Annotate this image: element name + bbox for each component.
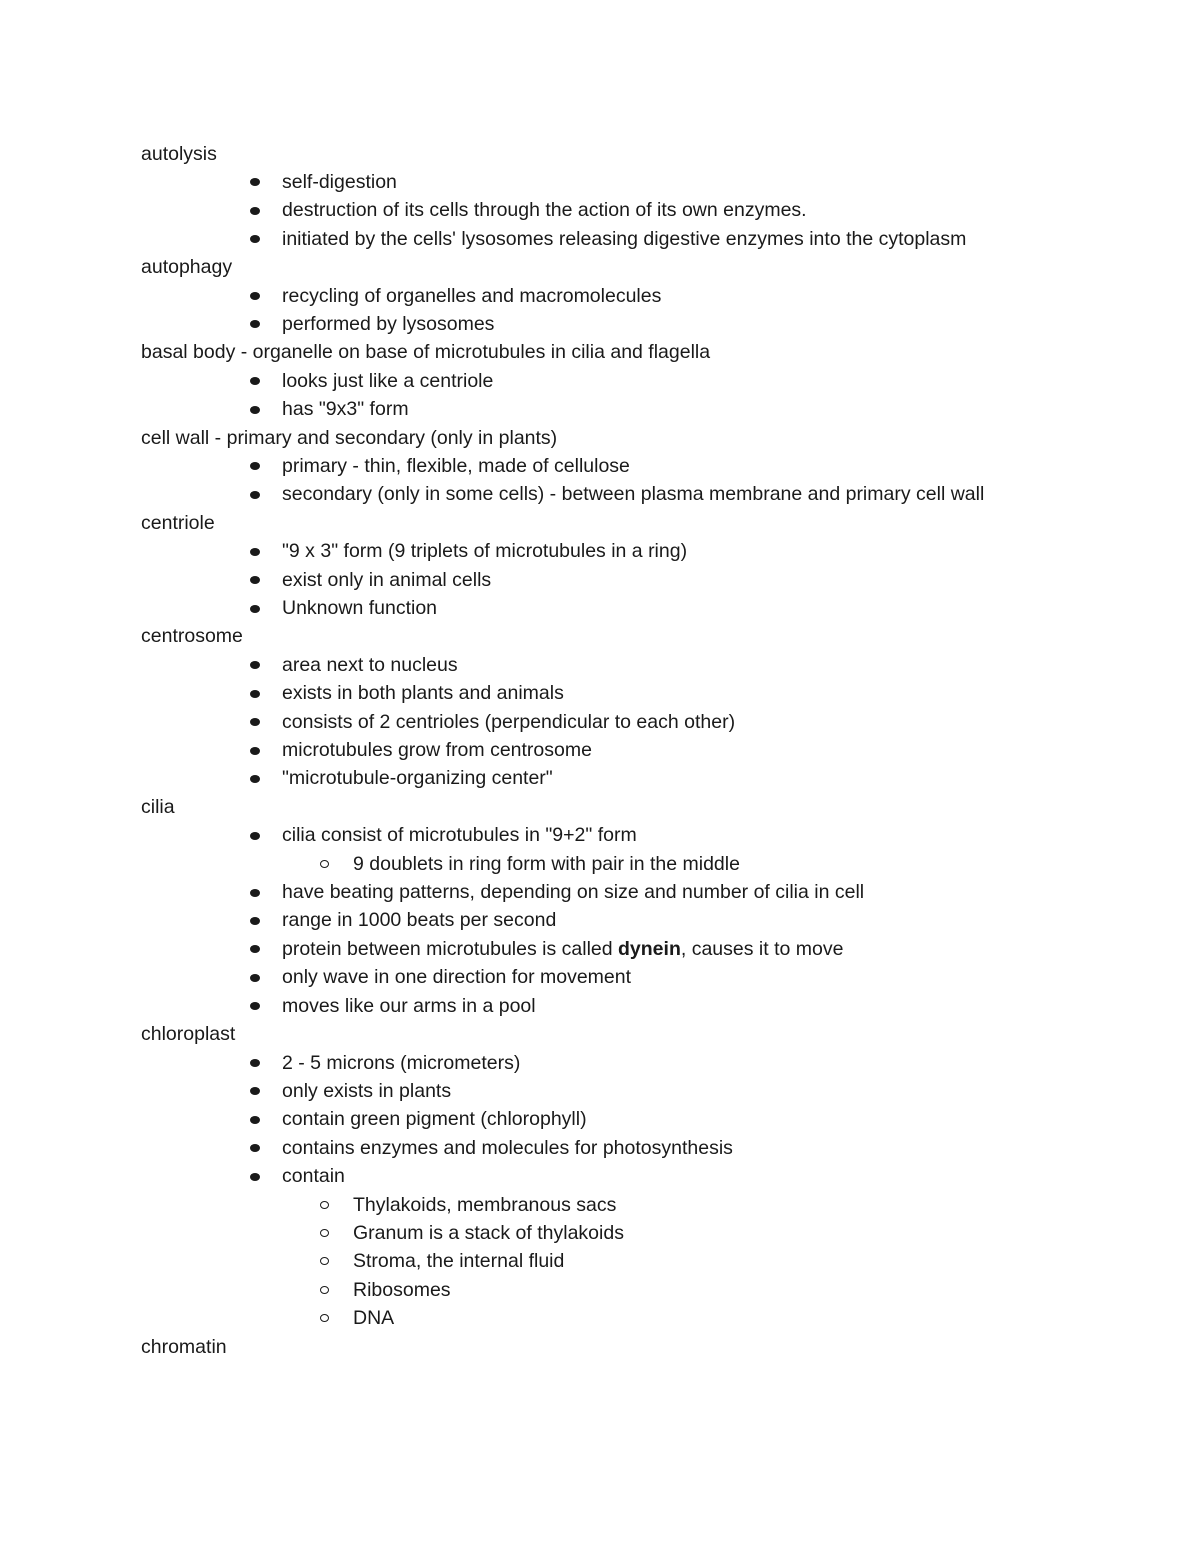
- definition-text: have beating patterns, depending on size and number of cilia in cell: [282, 881, 865, 904]
- definition-text: secondary (only in some cells) - between plasma membrane and primary cell wall: [282, 483, 985, 506]
- definition-text: destruction of its cells through the action of its own enzymes.: [282, 199, 807, 222]
- definition-text: primary - thin, flexible, made of cellulose: [282, 454, 630, 477]
- glossary-term: autophagy: [141, 256, 233, 279]
- bullet-icon: [250, 235, 260, 243]
- definition-text: recycling of organelles and macromolecules: [282, 284, 662, 307]
- bullet-icon: [250, 178, 260, 186]
- definition-text: protein between microtubules is called dynein, causes it to move: [282, 937, 844, 960]
- definition-list: [141, 1049, 1061, 1333]
- definition-item: [141, 708, 1061, 736]
- bullet-icon: [250, 491, 260, 499]
- definition-text: only wave in one direction for movement: [282, 966, 632, 989]
- glossary-term: chromatin: [141, 1335, 227, 1358]
- definition-item: [141, 395, 1061, 423]
- definition-text: contains enzymes and molecules for photosynthesis: [282, 1136, 733, 1159]
- definition-item: [141, 963, 1061, 991]
- bullet-icon: [250, 917, 260, 925]
- bullet-icon: [250, 832, 260, 840]
- hollow-bullet-icon: [320, 860, 329, 868]
- definition-item: [141, 196, 1061, 224]
- bullet-icon: [250, 747, 260, 755]
- definition-item: [141, 651, 1061, 679]
- bullet-icon: [250, 462, 260, 470]
- sub-definition-text: Granum is a stack of thylakoids: [353, 1221, 624, 1244]
- sub-definition-item: [282, 1304, 1061, 1332]
- definition-item: [141, 594, 1061, 622]
- definition-text: consists of 2 centrioles (perpendicular to each other): [282, 710, 736, 733]
- sub-definition-text: Thylakoids, membranous sacs: [353, 1193, 617, 1216]
- sub-definition-text: 9 doublets in ring form with pair in the middle: [353, 852, 740, 875]
- definition-text: performed by lysosomes: [282, 312, 495, 335]
- definition-item: [141, 310, 1061, 338]
- definition-text: exist only in animal cells: [282, 568, 492, 591]
- definition-item: [141, 906, 1061, 934]
- definition-item: [141, 168, 1061, 196]
- definition-text: Unknown function: [282, 597, 438, 619]
- definition-text: contain green pigment (chlorophyll): [282, 1108, 587, 1131]
- glossary-term: centrosome: [141, 625, 243, 648]
- bullet-icon: [250, 775, 260, 783]
- definition-item: [141, 566, 1061, 594]
- bullet-icon: [250, 576, 260, 584]
- sub-definition-text: Stroma, the internal fluid: [353, 1250, 565, 1273]
- definition-text: initiated by the cells' lysosomes releasing digestive enzymes into the cytoplasm: [282, 227, 967, 250]
- definition-list: [141, 168, 1061, 253]
- glossary-term: chloroplast: [141, 1023, 236, 1046]
- definition-item: [141, 282, 1061, 310]
- glossary-content: [141, 140, 1061, 1361]
- definition-list: [141, 452, 1061, 509]
- bullet-icon: [250, 207, 260, 215]
- definition-item: [141, 1049, 1061, 1077]
- bullet-icon: [250, 661, 260, 669]
- bullet-icon: [250, 320, 260, 328]
- definition-text: microtubules grow from centrosome: [282, 739, 592, 762]
- definition-list: [141, 537, 1061, 622]
- definition-text: range in 1000 beats per second: [282, 909, 557, 932]
- glossary-term: autolysis: [141, 142, 217, 165]
- definition-item: [141, 935, 1061, 963]
- bullet-icon: [250, 1144, 260, 1152]
- definition-text: 2 - 5 microns (micrometers): [282, 1051, 521, 1074]
- bullet-icon: [250, 718, 260, 726]
- bullet-icon: [250, 945, 260, 953]
- sub-definition-item: [282, 1276, 1061, 1304]
- hollow-bullet-icon: [320, 1201, 329, 1209]
- definition-text: "microtubule-organizing center": [282, 767, 553, 790]
- definition-item: [141, 1105, 1061, 1133]
- bullet-icon: [250, 548, 260, 556]
- glossary-term: centriole: [141, 511, 215, 534]
- sub-definition-text: DNA: [353, 1307, 395, 1330]
- definition-item: [141, 452, 1061, 480]
- bullet-icon: [250, 1173, 260, 1181]
- definition-text: exists in both plants and animals: [282, 682, 564, 705]
- definition-item: [141, 992, 1061, 1020]
- definition-list: [141, 651, 1061, 793]
- glossary-term: cell wall - primary and secondary (only in plants): [141, 426, 558, 449]
- glossary-term: basal body - organelle on base of microtubules in cilia and flagella: [141, 341, 711, 364]
- sub-definition-item: [282, 850, 1061, 878]
- bullet-icon: [250, 292, 260, 300]
- bullet-icon: [250, 889, 260, 897]
- definition-item: [141, 537, 1061, 565]
- definition-item: [141, 367, 1061, 395]
- bullet-icon: [250, 1116, 260, 1124]
- bullet-icon: [250, 1059, 260, 1067]
- definition-text: self-digestion: [282, 170, 397, 193]
- bullet-icon: [250, 690, 260, 698]
- hollow-bullet-icon: [320, 1257, 329, 1265]
- sub-definition-item: [282, 1219, 1061, 1247]
- bullet-icon: [250, 605, 260, 613]
- definition-text: cilia consist of microtubules in "9+2" form: [282, 824, 637, 847]
- hollow-bullet-icon: [320, 1286, 329, 1294]
- glossary-term: cilia: [141, 795, 175, 818]
- definition-text: area next to nucleus: [282, 653, 458, 676]
- bullet-icon: [250, 974, 260, 982]
- definition-text: moves like our arms in a pool: [282, 994, 536, 1017]
- bullet-icon: [250, 1087, 260, 1095]
- definition-item: [141, 1077, 1061, 1105]
- definition-text: "9 x 3" form (9 triplets of microtubules in a ring): [282, 540, 688, 563]
- hollow-bullet-icon: [320, 1314, 329, 1322]
- definition-item: [141, 480, 1061, 508]
- definition-list: [141, 367, 1061, 424]
- sub-definition-list: [282, 850, 1061, 878]
- definition-item: [141, 878, 1061, 906]
- bullet-icon: [250, 1002, 260, 1010]
- definition-item: [141, 764, 1061, 792]
- definition-list: [141, 282, 1061, 339]
- definition-item: [141, 1134, 1061, 1162]
- definition-item: [141, 1162, 1061, 1332]
- bold-keyword: dynein: [618, 937, 681, 960]
- definition-item: [141, 225, 1061, 253]
- definition-text: has "9x3" form: [282, 398, 409, 421]
- hollow-bullet-icon: [320, 1229, 329, 1237]
- sub-definition-item: [282, 1247, 1061, 1275]
- definition-item: [141, 736, 1061, 764]
- sub-definition-item: [282, 1191, 1061, 1219]
- definition-item: [141, 679, 1061, 707]
- bullet-icon: [250, 406, 260, 414]
- sub-definition-list: [282, 1191, 1061, 1333]
- definition-list: [141, 821, 1061, 1020]
- bullet-icon: [250, 377, 260, 385]
- definition-item: [141, 821, 1061, 878]
- definition-text: contain: [282, 1165, 345, 1188]
- sub-definition-text: Ribosomes: [353, 1278, 451, 1301]
- definition-text: only exists in plants: [282, 1079, 452, 1102]
- definition-text: looks just like a centriole: [282, 369, 494, 392]
